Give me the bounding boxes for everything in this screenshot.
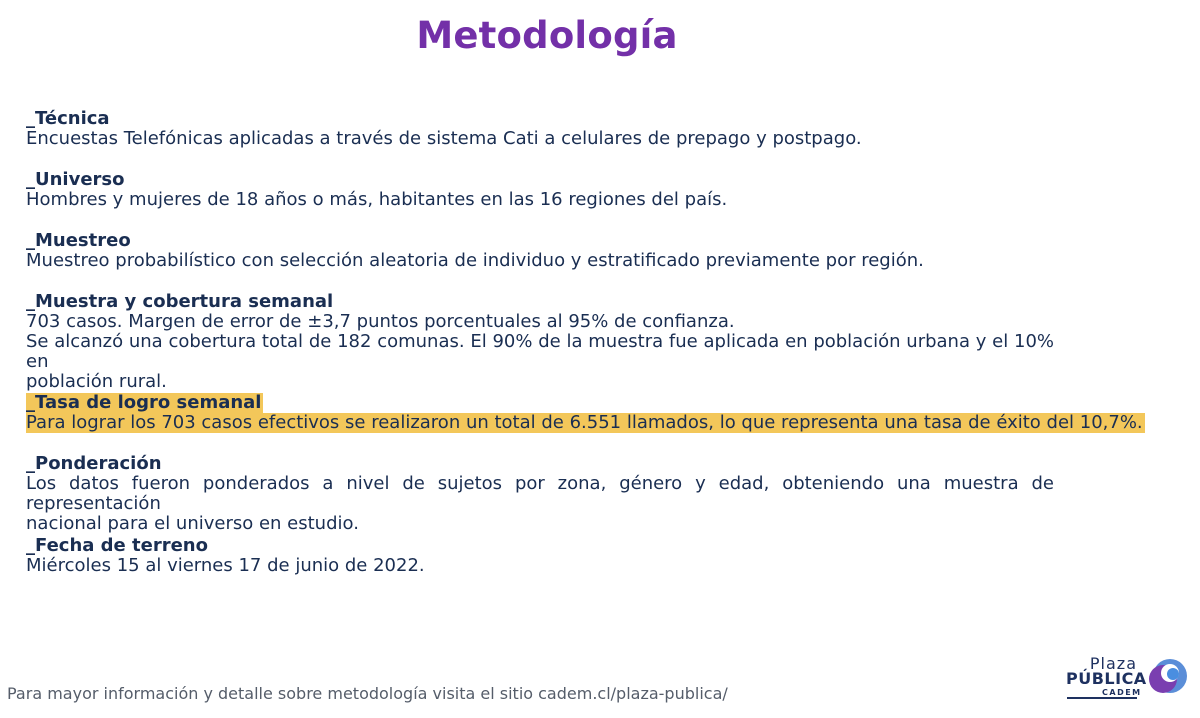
section-text: Se alcanzó una cobertura total de 182 comunas. El 90% de la muestra fue aplicada en población urbana y el 10% en [26, 331, 1054, 372]
section-heading: _Muestra y cobertura semanal [26, 291, 334, 312]
section-heading: _Fecha de terreno [26, 535, 208, 556]
section-text: Muestreo probabilístico con selección aleatoria de individuo y estratificado previamente por región. [26, 250, 924, 271]
section-universo [26, 170, 1054, 210]
section-heading: _Muestreo [26, 230, 131, 251]
section-tecnica [26, 109, 1054, 149]
section-heading: _Ponderación [26, 453, 162, 474]
logo-text-cadem: CADEM [1102, 688, 1142, 697]
logo-text-publica: PÚBLICA [1066, 669, 1147, 688]
section-heading-wrap [26, 393, 1054, 413]
section-text: Los datos fueron ponderados a nivel de sujetos por zona, género y edad, obteniendo una muestra de representación [26, 473, 1054, 514]
plaza-publica-cadem-logo [1064, 655, 1194, 705]
section-fecha [26, 536, 1054, 576]
footer-note: Para mayor información y detalle sobre metodología visita el sitio cadem.cl/plaza-publica/ [7, 684, 728, 703]
section-heading: _Técnica [26, 108, 110, 129]
section-text: Miércoles 15 al viernes 17 de junio de 2022. [26, 555, 425, 576]
section-text: Hombres y mujeres de 18 años o más, habitantes en las 16 regiones del país. [26, 189, 728, 210]
section-heading: _Universo [26, 169, 125, 190]
logo-text-plaza: Plaza [1089, 654, 1137, 673]
section-text: nacional para el universo en estudio. [26, 513, 359, 534]
section-text: 703 casos. Margen de error de ±3,7 puntos porcentuales al 95% de confianza. [26, 311, 735, 332]
section-muestra [26, 292, 1054, 392]
page-title: Metodología [416, 14, 678, 57]
section-tasa [26, 392, 1143, 433]
section-muestreo [26, 231, 1054, 271]
section-text: población rural. [26, 371, 167, 392]
section-text-wrap [26, 412, 1143, 433]
section-ponderacion [26, 454, 1054, 534]
section-text: Encuestas Telefónicas aplicadas a través de sistema Cati a celulares de prepago y postpago. [26, 128, 862, 149]
section-text-highlighted: Para lograr los 703 casos efectivos se realizaron un total de 6.551 llamados, lo que representa una tasa de éxito del 10,7%. [26, 412, 1143, 433]
section-heading-highlighted: _Tasa de logro semanal [26, 392, 262, 413]
logo-underline [1067, 697, 1137, 699]
logo-swirl-icon [1146, 657, 1188, 697]
